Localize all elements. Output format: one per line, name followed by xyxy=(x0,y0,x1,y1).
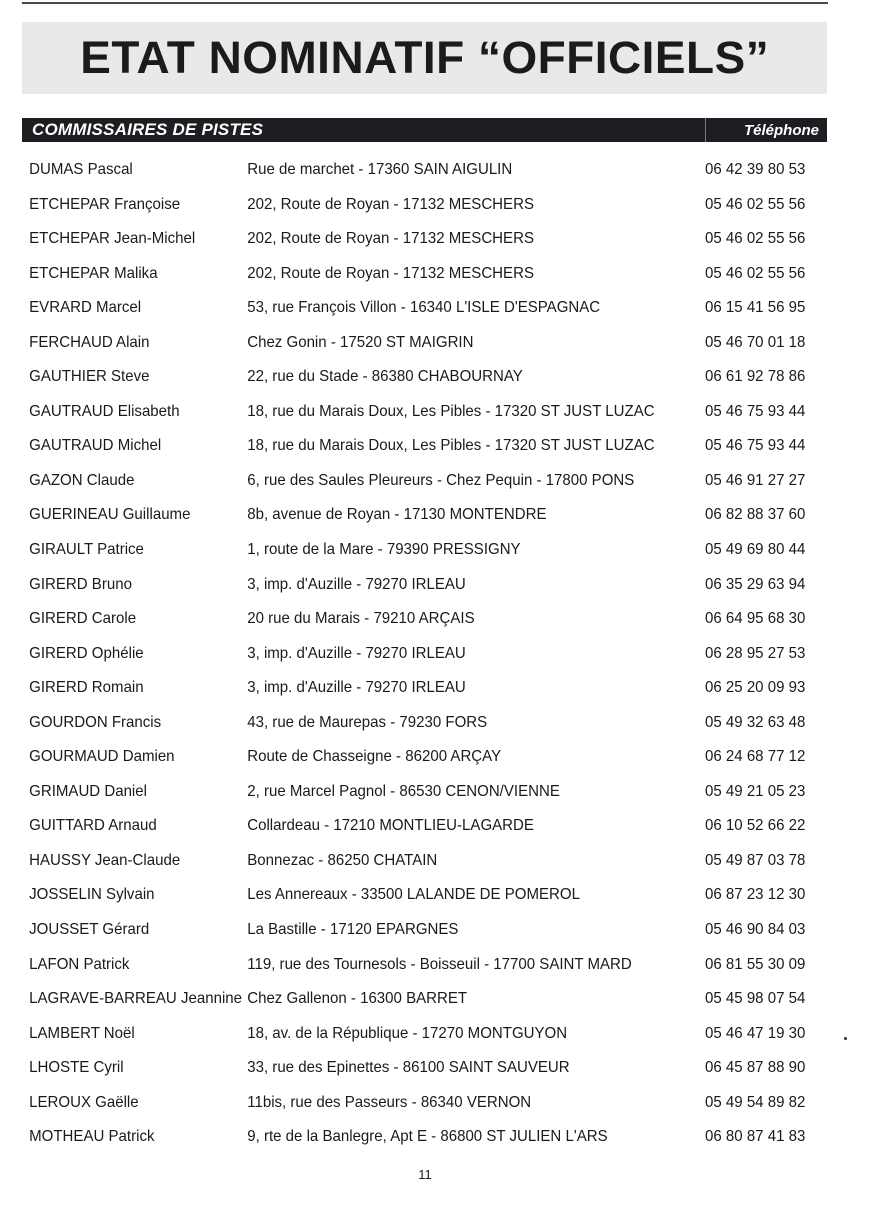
address-text: 18, rue du Marais Doux, Les Pibles - 17320 ST JUST LUZAC xyxy=(247,437,655,455)
phone-number: 06 87 23 12 30 xyxy=(705,886,806,904)
address-text: 202, Route de Royan - 17132 MESCHERS xyxy=(247,195,534,213)
list-item xyxy=(0,533,818,568)
person-name: GIRERD Romain xyxy=(29,679,144,697)
list-item xyxy=(0,257,818,292)
person-name: GUITTARD Arnaud xyxy=(29,817,157,835)
phone-number: 06 35 29 63 94 xyxy=(705,575,806,593)
person-name: GOURDON Francis xyxy=(29,713,162,731)
list-item xyxy=(0,153,818,188)
address-text: Route de Chasseigne - 86200 ARÇAY xyxy=(247,748,502,766)
person-name: EVRARD Marcel xyxy=(29,299,142,317)
address-text: 43, rue de Maurepas - 79230 FORS xyxy=(247,713,488,731)
address-text: 9, rte de la Banlegre, Apt E - 86800 ST JULIEN L'ARS xyxy=(247,1128,608,1146)
person-name: GUERINEAU Guillaume xyxy=(29,506,191,524)
address-text: Chez Gonin - 17520 ST MAIGRIN xyxy=(247,333,474,351)
list-item xyxy=(0,1017,818,1052)
address-text: 3, imp. d'Auzille - 79270 IRLEAU xyxy=(247,644,466,662)
address-text: Chez Gallenon - 16300 BARRET xyxy=(247,990,468,1008)
phone-number: 06 45 87 88 90 xyxy=(705,1059,806,1077)
list-item xyxy=(0,706,818,741)
address-text: 53, rue François Villon - 16340 L'ISLE D'ESPAGNAC xyxy=(247,299,601,317)
person-name: GIRERD Carole xyxy=(29,610,137,628)
address-text: 22, rue du Stade - 86380 CHABOURNAY xyxy=(247,368,523,386)
address-text: 8b, avenue de Royan - 17130 MONTENDRE xyxy=(247,506,547,524)
address-text: Bonnezac - 86250 CHATAIN xyxy=(247,851,438,869)
phone-number: 06 61 92 78 86 xyxy=(705,368,806,386)
person-name: DUMAS Pascal xyxy=(29,161,133,178)
person-name: FERCHAUD Alain xyxy=(29,333,150,351)
list-item xyxy=(0,464,818,499)
phone-number: 05 46 70 01 18 xyxy=(705,333,806,351)
phone-number: 05 49 69 80 44 xyxy=(705,541,806,559)
top-rule xyxy=(22,2,828,4)
list-item xyxy=(0,395,818,430)
list-item xyxy=(0,948,818,983)
phone-number: 05 46 90 84 03 xyxy=(705,921,806,939)
person-name: GAUTHIER Steve xyxy=(29,368,150,386)
phone-number: 06 82 88 37 60 xyxy=(705,506,806,524)
list-item xyxy=(0,568,818,603)
phone-number: 05 49 21 05 23 xyxy=(705,782,806,800)
person-name: GIRERD Ophélie xyxy=(29,644,144,662)
phone-number: 05 46 75 93 44 xyxy=(705,437,806,455)
list-item xyxy=(0,1120,818,1155)
person-name: ETCHEPAR Jean-Michel xyxy=(29,230,196,248)
address-text: 3, imp. d'Auzille - 79270 IRLEAU xyxy=(247,679,466,697)
person-name: LEROUX Gaëlle xyxy=(29,1093,139,1111)
address-text: 20 rue du Marais - 79210 ARÇAIS xyxy=(247,610,475,628)
address-text: 33, rue des Epinettes - 86100 SAINT SAUVEUR xyxy=(247,1059,570,1077)
list-item xyxy=(0,498,818,533)
person-name: GIRAULT Patrice xyxy=(29,541,144,559)
directory-list xyxy=(0,153,870,1155)
address-text: 11bis, rue des Passeurs - 86340 VERNON xyxy=(247,1093,532,1111)
list-item xyxy=(0,222,818,257)
list-item xyxy=(0,637,818,672)
phone-number: 05 46 02 55 56 xyxy=(705,264,806,282)
address-text: 6, rue des Saules Pleureurs - Chez Pequin - 17800 PONS xyxy=(247,471,635,489)
person-name: GAUTRAUD Elisabeth xyxy=(29,402,180,420)
phone-number: 06 42 39 80 53 xyxy=(705,161,806,178)
person-name: MOTHEAU Patrick xyxy=(29,1128,155,1146)
address-text: 18, av. de la République - 17270 MONTGUYON xyxy=(247,1024,568,1042)
phone-number: 05 46 02 55 56 xyxy=(705,195,806,213)
address-text: 119, rue des Tournesols - Boisseuil - 17700 SAINT MARD xyxy=(247,955,632,973)
person-name: ETCHEPAR Françoise xyxy=(29,195,181,213)
person-name: GIRERD Bruno xyxy=(29,575,132,593)
person-name: GAZON Claude xyxy=(29,471,135,489)
header-divider xyxy=(705,118,706,142)
person-name: JOUSSET Gérard xyxy=(29,921,150,939)
person-name: LAMBERT Noël xyxy=(29,1024,135,1042)
phone-number: 06 15 41 56 95 xyxy=(705,299,806,317)
section-header-bar xyxy=(22,118,827,142)
address-text: 1, route de la Mare - 79390 PRESSIGNY xyxy=(247,541,521,559)
list-item xyxy=(0,878,818,913)
list-item xyxy=(0,360,818,395)
list-item xyxy=(0,602,818,637)
phone-number: 06 28 95 27 53 xyxy=(705,644,806,662)
address-text: 18, rue du Marais Doux, Les Pibles - 17320 ST JUST LUZAC xyxy=(247,402,655,420)
phone-number: 05 49 54 89 82 xyxy=(705,1093,806,1111)
phone-number: 05 49 32 63 48 xyxy=(705,713,806,731)
title-band xyxy=(22,22,827,94)
phone-number: 05 49 87 03 78 xyxy=(705,851,806,869)
person-name: LHOSTE Cyril xyxy=(29,1059,124,1077)
person-name: GRIMAUD Daniel xyxy=(29,782,147,800)
address-text: 2, rue Marcel Pagnol - 86530 CENON/VIENNE xyxy=(247,782,560,800)
address-text: Les Annereaux - 33500 LALANDE DE POMEROL xyxy=(247,886,580,904)
address-text: La Bastille - 17120 EPARGNES xyxy=(247,921,459,939)
person-name: LAGRAVE-BARREAU Jeannine xyxy=(29,990,243,1008)
list-item xyxy=(0,326,818,361)
list-item xyxy=(0,844,818,879)
address-text: 202, Route de Royan - 17132 MESCHERS xyxy=(247,230,534,248)
list-item xyxy=(0,1086,818,1121)
phone-number: 05 45 98 07 54 xyxy=(705,990,806,1008)
phone-number: 06 10 52 66 22 xyxy=(705,817,806,835)
stray-mark xyxy=(844,1037,847,1040)
phone-number: 05 46 75 93 44 xyxy=(705,402,806,420)
list-item xyxy=(0,291,818,326)
phone-number: 06 64 95 68 30 xyxy=(705,610,806,628)
phone-number: 06 80 87 41 83 xyxy=(705,1128,806,1146)
section-title: COMMISSAIRES DE PISTES xyxy=(32,120,264,139)
address-text: Rue de marchet - 17360 SAIN AIGULIN xyxy=(247,161,513,178)
address-text: 3, imp. d'Auzille - 79270 IRLEAU xyxy=(247,575,466,593)
person-name: ETCHEPAR Malika xyxy=(29,264,158,282)
list-item xyxy=(0,1051,818,1086)
list-item xyxy=(0,809,818,844)
list-item xyxy=(0,671,818,706)
list-item xyxy=(0,913,818,948)
page-number: 11 xyxy=(418,1167,432,1182)
person-name: LAFON Patrick xyxy=(29,955,130,973)
phone-number: 06 25 20 09 93 xyxy=(705,679,806,697)
phone-number: 06 24 68 77 12 xyxy=(705,748,806,766)
person-name: GOURMAUD Damien xyxy=(29,748,175,766)
phone-column-header: Téléphone xyxy=(743,122,819,139)
list-item xyxy=(0,775,818,810)
phone-number: 05 46 47 19 30 xyxy=(705,1024,806,1042)
person-name: JOSSELIN Sylvain xyxy=(29,886,155,904)
phone-number: 05 46 91 27 27 xyxy=(705,471,806,489)
list-item xyxy=(0,740,818,775)
address-text: 202, Route de Royan - 17132 MESCHERS xyxy=(247,264,534,282)
list-item xyxy=(0,429,818,464)
list-item xyxy=(0,982,818,1017)
page-title: ETAT NOMINATIF “OFFICIELS” xyxy=(80,32,769,83)
phone-number: 06 81 55 30 09 xyxy=(705,955,806,973)
phone-number: 05 46 02 55 56 xyxy=(705,230,806,248)
list-item xyxy=(0,188,818,223)
person-name: HAUSSY Jean-Claude xyxy=(29,851,181,869)
address-text: Collardeau - 17210 MONTLIEU-LAGARDE xyxy=(247,817,534,835)
person-name: GAUTRAUD Michel xyxy=(29,437,162,455)
